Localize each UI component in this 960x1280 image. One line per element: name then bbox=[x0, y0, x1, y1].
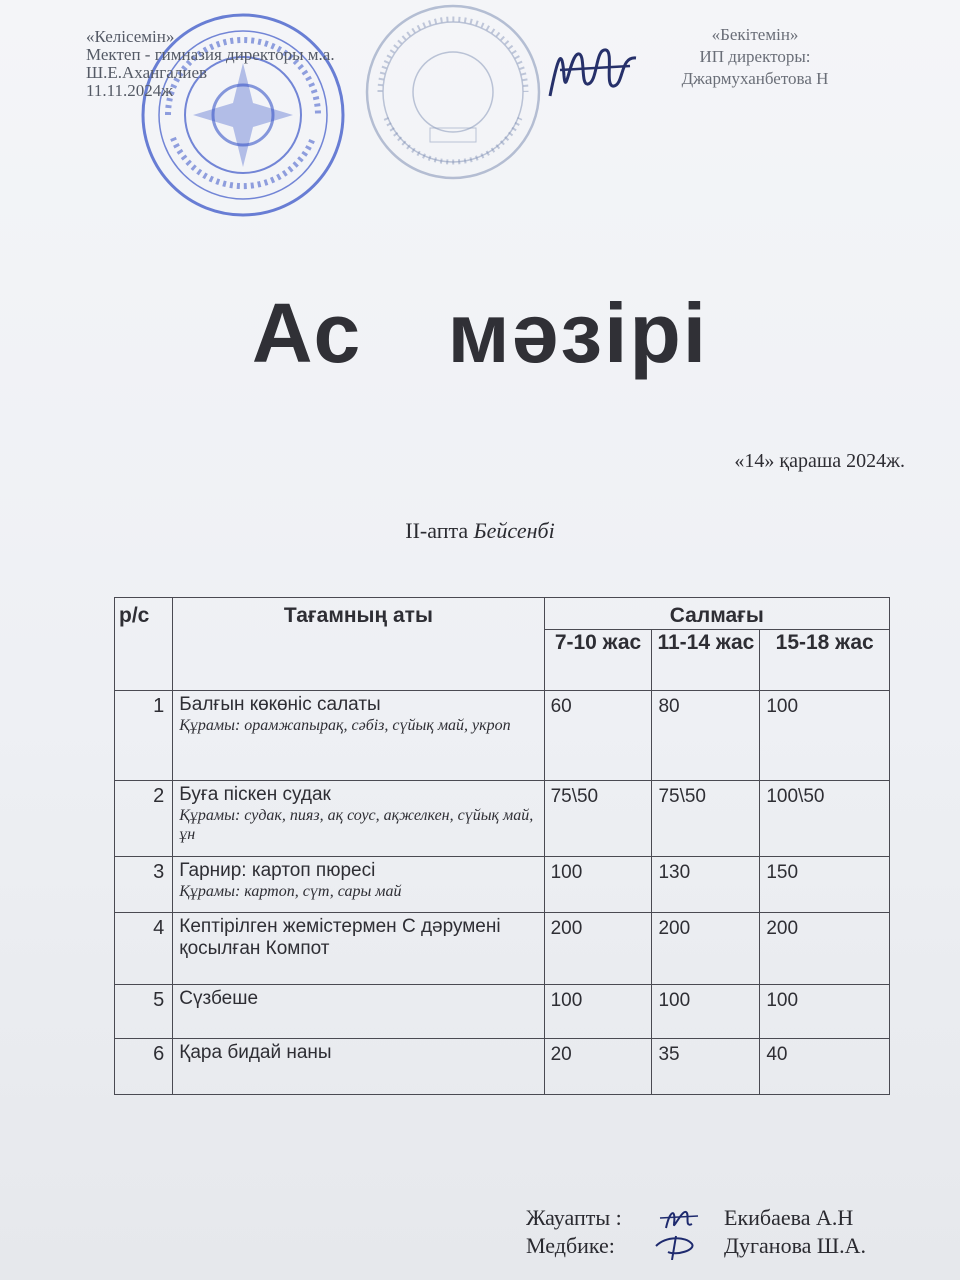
weight-15-18: 200 bbox=[760, 913, 890, 985]
responsible-name: Екибаева А.Н bbox=[724, 1205, 854, 1230]
approval-right-line: «Бекітемін» bbox=[711, 25, 799, 44]
responsible-row bbox=[526, 1204, 904, 1232]
nurse-name: Дуганова Ш.А. bbox=[724, 1233, 867, 1258]
document-title: Ас мәзірі bbox=[251, 286, 709, 380]
dish-name: Қара бидай наны bbox=[179, 1042, 332, 1063]
dish-name: Гарнир: картоп пюресі bbox=[179, 860, 376, 881]
dish-ingredients: Құрамы: картоп, сүт, сары май bbox=[179, 883, 402, 900]
responsible-block bbox=[526, 1204, 904, 1260]
header-weight: Салмағы bbox=[544, 598, 889, 630]
weight-11-14: 130 bbox=[652, 857, 760, 913]
dish-cell bbox=[173, 691, 544, 781]
table-header-row bbox=[115, 598, 890, 630]
week-label: II-апта bbox=[405, 518, 469, 543]
weight-15-18: 40 bbox=[760, 1039, 890, 1095]
weight-7-10: 100 bbox=[544, 985, 652, 1039]
row-number: 2 bbox=[115, 781, 173, 857]
weight-11-14: 75\50 bbox=[652, 781, 760, 857]
company-stamp bbox=[358, 0, 548, 190]
weight-7-10: 200 bbox=[544, 913, 652, 985]
weight-15-18: 100\50 bbox=[760, 781, 890, 857]
responsible-signature bbox=[646, 1204, 724, 1232]
row-number: 6 bbox=[115, 1039, 173, 1095]
weight-7-10: 100 bbox=[544, 857, 652, 913]
weight-11-14: 80 bbox=[652, 691, 760, 781]
approval-left-line: 11.11.2024ж bbox=[86, 81, 173, 100]
table-row bbox=[115, 691, 890, 781]
weight-11-14: 35 bbox=[652, 1039, 760, 1095]
approval-right-line: Джармуханбетова Н bbox=[681, 69, 829, 88]
nurse-row bbox=[526, 1232, 904, 1260]
row-number: 5 bbox=[115, 985, 173, 1039]
weight-11-14: 200 bbox=[652, 913, 760, 985]
dish-ingredients: Құрамы: судак, пияз, ақ соус, ақжелкен, сүйық май, ұн bbox=[179, 807, 534, 843]
dish-name: Кептірілген жемістермен С дәрумені қосылған Компот bbox=[179, 916, 501, 959]
week-day: Бейсенбі bbox=[473, 518, 555, 543]
approval-right-block bbox=[660, 24, 850, 90]
row-number: 3 bbox=[115, 857, 173, 913]
dish-cell bbox=[173, 985, 544, 1039]
nurse-signature bbox=[646, 1232, 724, 1260]
header-age-11-14: 11-14 жас bbox=[652, 630, 760, 691]
header-age-7-10: 7-10 жас bbox=[544, 630, 652, 691]
weight-7-10: 75\50 bbox=[544, 781, 652, 857]
row-number: 1 bbox=[115, 691, 173, 781]
dish-cell bbox=[173, 857, 544, 913]
approval-left-line: «Келісемін» bbox=[86, 27, 175, 46]
approval-right-line: ИП директоры: bbox=[699, 47, 811, 66]
director-signature bbox=[540, 36, 650, 106]
approval-left-block bbox=[86, 28, 335, 100]
dish-cell bbox=[173, 913, 544, 985]
row-number: 4 bbox=[115, 913, 173, 985]
menu-table bbox=[114, 597, 890, 1095]
header-name: Тағамның аты bbox=[173, 598, 544, 691]
dish-cell bbox=[173, 781, 544, 857]
approval-left-line: Мектеп - гимназия директоры м.а. bbox=[86, 45, 335, 64]
weight-11-14: 100 bbox=[652, 985, 760, 1039]
table-row bbox=[115, 985, 890, 1039]
dish-name: Балғын көкөніс салаты bbox=[179, 694, 381, 715]
weight-15-18: 100 bbox=[760, 985, 890, 1039]
dish-ingredients: Құрамы: орамжапырақ, сәбіз, сүйық май, укроп bbox=[179, 717, 511, 734]
approval-left-line: Ш.Е.Ахангалиев bbox=[86, 63, 208, 82]
table-row bbox=[115, 781, 890, 857]
weight-7-10: 20 bbox=[544, 1039, 652, 1095]
weight-7-10: 60 bbox=[544, 691, 652, 781]
weight-15-18: 100 bbox=[760, 691, 890, 781]
dish-name: Буға піскен судак bbox=[179, 784, 331, 805]
dish-cell bbox=[173, 1039, 544, 1095]
table-row bbox=[115, 913, 890, 985]
header-age-15-18: 15-18 жас bbox=[760, 630, 890, 691]
document-date: «14» қараша 2024ж. bbox=[734, 450, 905, 472]
header-num: р/с bbox=[115, 598, 173, 691]
week-heading bbox=[0, 518, 960, 544]
nurse-label: Медбике: bbox=[526, 1233, 615, 1258]
responsible-label: Жауапты : bbox=[526, 1205, 622, 1230]
dish-name: Сүзбеше bbox=[179, 988, 259, 1009]
weight-15-18: 150 bbox=[760, 857, 890, 913]
table-row bbox=[115, 857, 890, 913]
table-row bbox=[115, 1039, 890, 1095]
